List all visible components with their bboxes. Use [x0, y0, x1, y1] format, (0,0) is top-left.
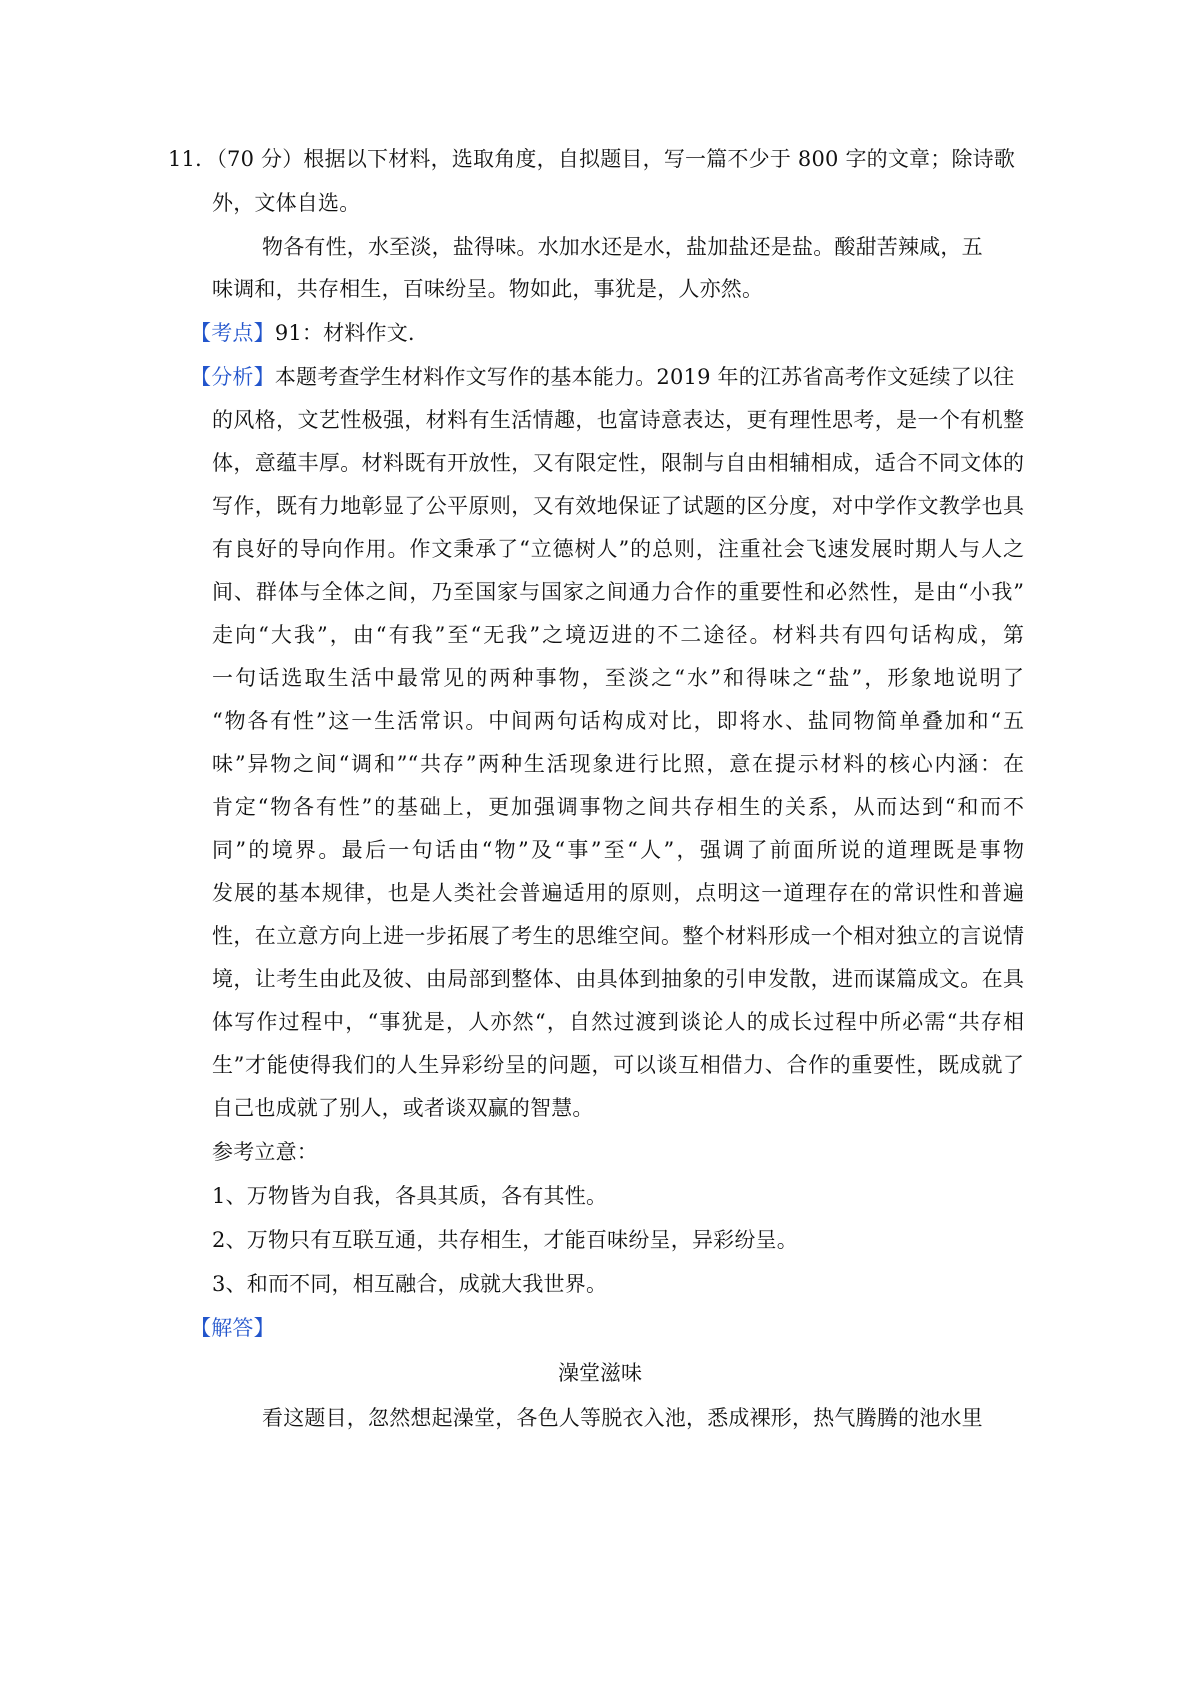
jieda-tag: 【解答】	[190, 1316, 275, 1340]
fenxi-line: 肯定“物各有性”的基础上，更加强调事物之间共存相生的关系，从而达到“和而不	[212, 795, 1024, 819]
fenxi-line: 走向“大我”，由“有我”至“无我”之境迈进的不二途径。材料共有四句话构成，第	[212, 623, 1024, 647]
fenxi-line: 同”的境界。最后一句话由“物”及“事”至“人”，强调了前面所说的道理既是事物	[212, 838, 1024, 862]
essay-title: 澡堂滋味	[558, 1361, 642, 1385]
reference-item: 2、万物只有互联互通，共存相生，才能百味纷呈，异彩纷呈。	[212, 1228, 798, 1252]
kaodian-section	[190, 318, 415, 348]
fenxi-first-text: 本题考查学生材料作文写作的基本能力。2019 年的江苏省高考作文延续了以往	[274, 365, 1015, 389]
essay-first-line: 看这题目，忽然想起澡堂，各色人等脱衣入池，悉成裸形，热气腾腾的池水里	[262, 1406, 983, 1430]
fenxi-line: “物各有性”这一生活常识。中间两句话构成对比，即将水、盐同物简单叠加和“五	[212, 709, 1024, 733]
fenxi-line: 味”异物之间“调和”“共存”两种生活现象进行比照，意在提示材料的核心内涵：在	[212, 752, 1024, 776]
material-line-1: 物各有性，水至淡，盐得味。水加水还是水，盐加盐还是盐。酸甜苦辣咸，五	[262, 235, 983, 259]
fenxi-line: 性，在立意方向上进一步拓展了考生的思维空间。整个材料形成一个相对独立的言说情	[212, 924, 1024, 948]
fenxi-line: 体写作过程中，“事犹是，人亦然“，自然过渡到谈论人的成长过程中所必需“共存相	[212, 1010, 1024, 1034]
fenxi-last-line: 自己也成就了别人，或者谈双赢的智慧。	[212, 1096, 594, 1120]
fenxi-line: 生”才能使得我们的人生异彩纷呈的问题，可以谈互相借力、合作的重要性，既成就了	[212, 1053, 1024, 1077]
fenxi-line: 一句话选取生活中最常见的两种事物，至淡之“水”和得味之“盐”，形象地说明了	[212, 666, 1024, 690]
fenxi-line: 间、群体与全体之间，乃至国家与国家之间通力合作的重要性和必然性，是由“小我”	[212, 580, 1024, 604]
reference-title: 参考立意：	[212, 1140, 318, 1164]
reference-item: 1、万物皆为自我，各具其质，各有其性。	[212, 1184, 608, 1208]
kaodian-text: 91：材料作文.	[274, 321, 415, 345]
fenxi-line: 有良好的导向作用。作文秉承了“立德树人”的总则，注重社会飞速发展时期人与人之	[212, 537, 1024, 561]
jieda-section	[190, 1313, 275, 1343]
material-line-2: 味调和，共存相生，百味纷呈。物如此，事犹是，人亦然。	[212, 277, 764, 301]
kaodian-tag: 【考点】	[190, 321, 275, 345]
question-line-1: 11．（70 分）根据以下材料，选取角度，自拟题目，写一篇不少于 800 字的文章；除诗歌	[168, 147, 1016, 171]
fenxi-first-line	[190, 362, 1014, 392]
fenxi-line: 发展的基本规律，也是人类社会普遍适用的原则，点明这一道理存在的常识性和普遍	[212, 881, 1024, 905]
fenxi-line: 写作，既有力地彰显了公平原则，又有效地保证了试题的区分度，对中学作文教学也具	[212, 494, 1024, 518]
reference-item: 3、和而不同，相互融合，成就大我世界。	[212, 1272, 608, 1296]
fenxi-tag: 【分析】	[190, 365, 275, 389]
fenxi-line: 境，让考生由此及彼、由局部到整体、由具体到抽象的引申发散，进而谋篇成文。在具	[212, 967, 1024, 991]
fenxi-line: 的风格，文艺性极强，材料有生活情趣，也富诗意表达，更有理性思考，是一个有机整	[212, 408, 1024, 432]
question-line-2: 外，文体自选。	[212, 191, 361, 215]
fenxi-line: 体，意蕴丰厚。材料既有开放性，又有限定性，限制与自由相辅相成，适合不同文体的	[212, 451, 1024, 475]
